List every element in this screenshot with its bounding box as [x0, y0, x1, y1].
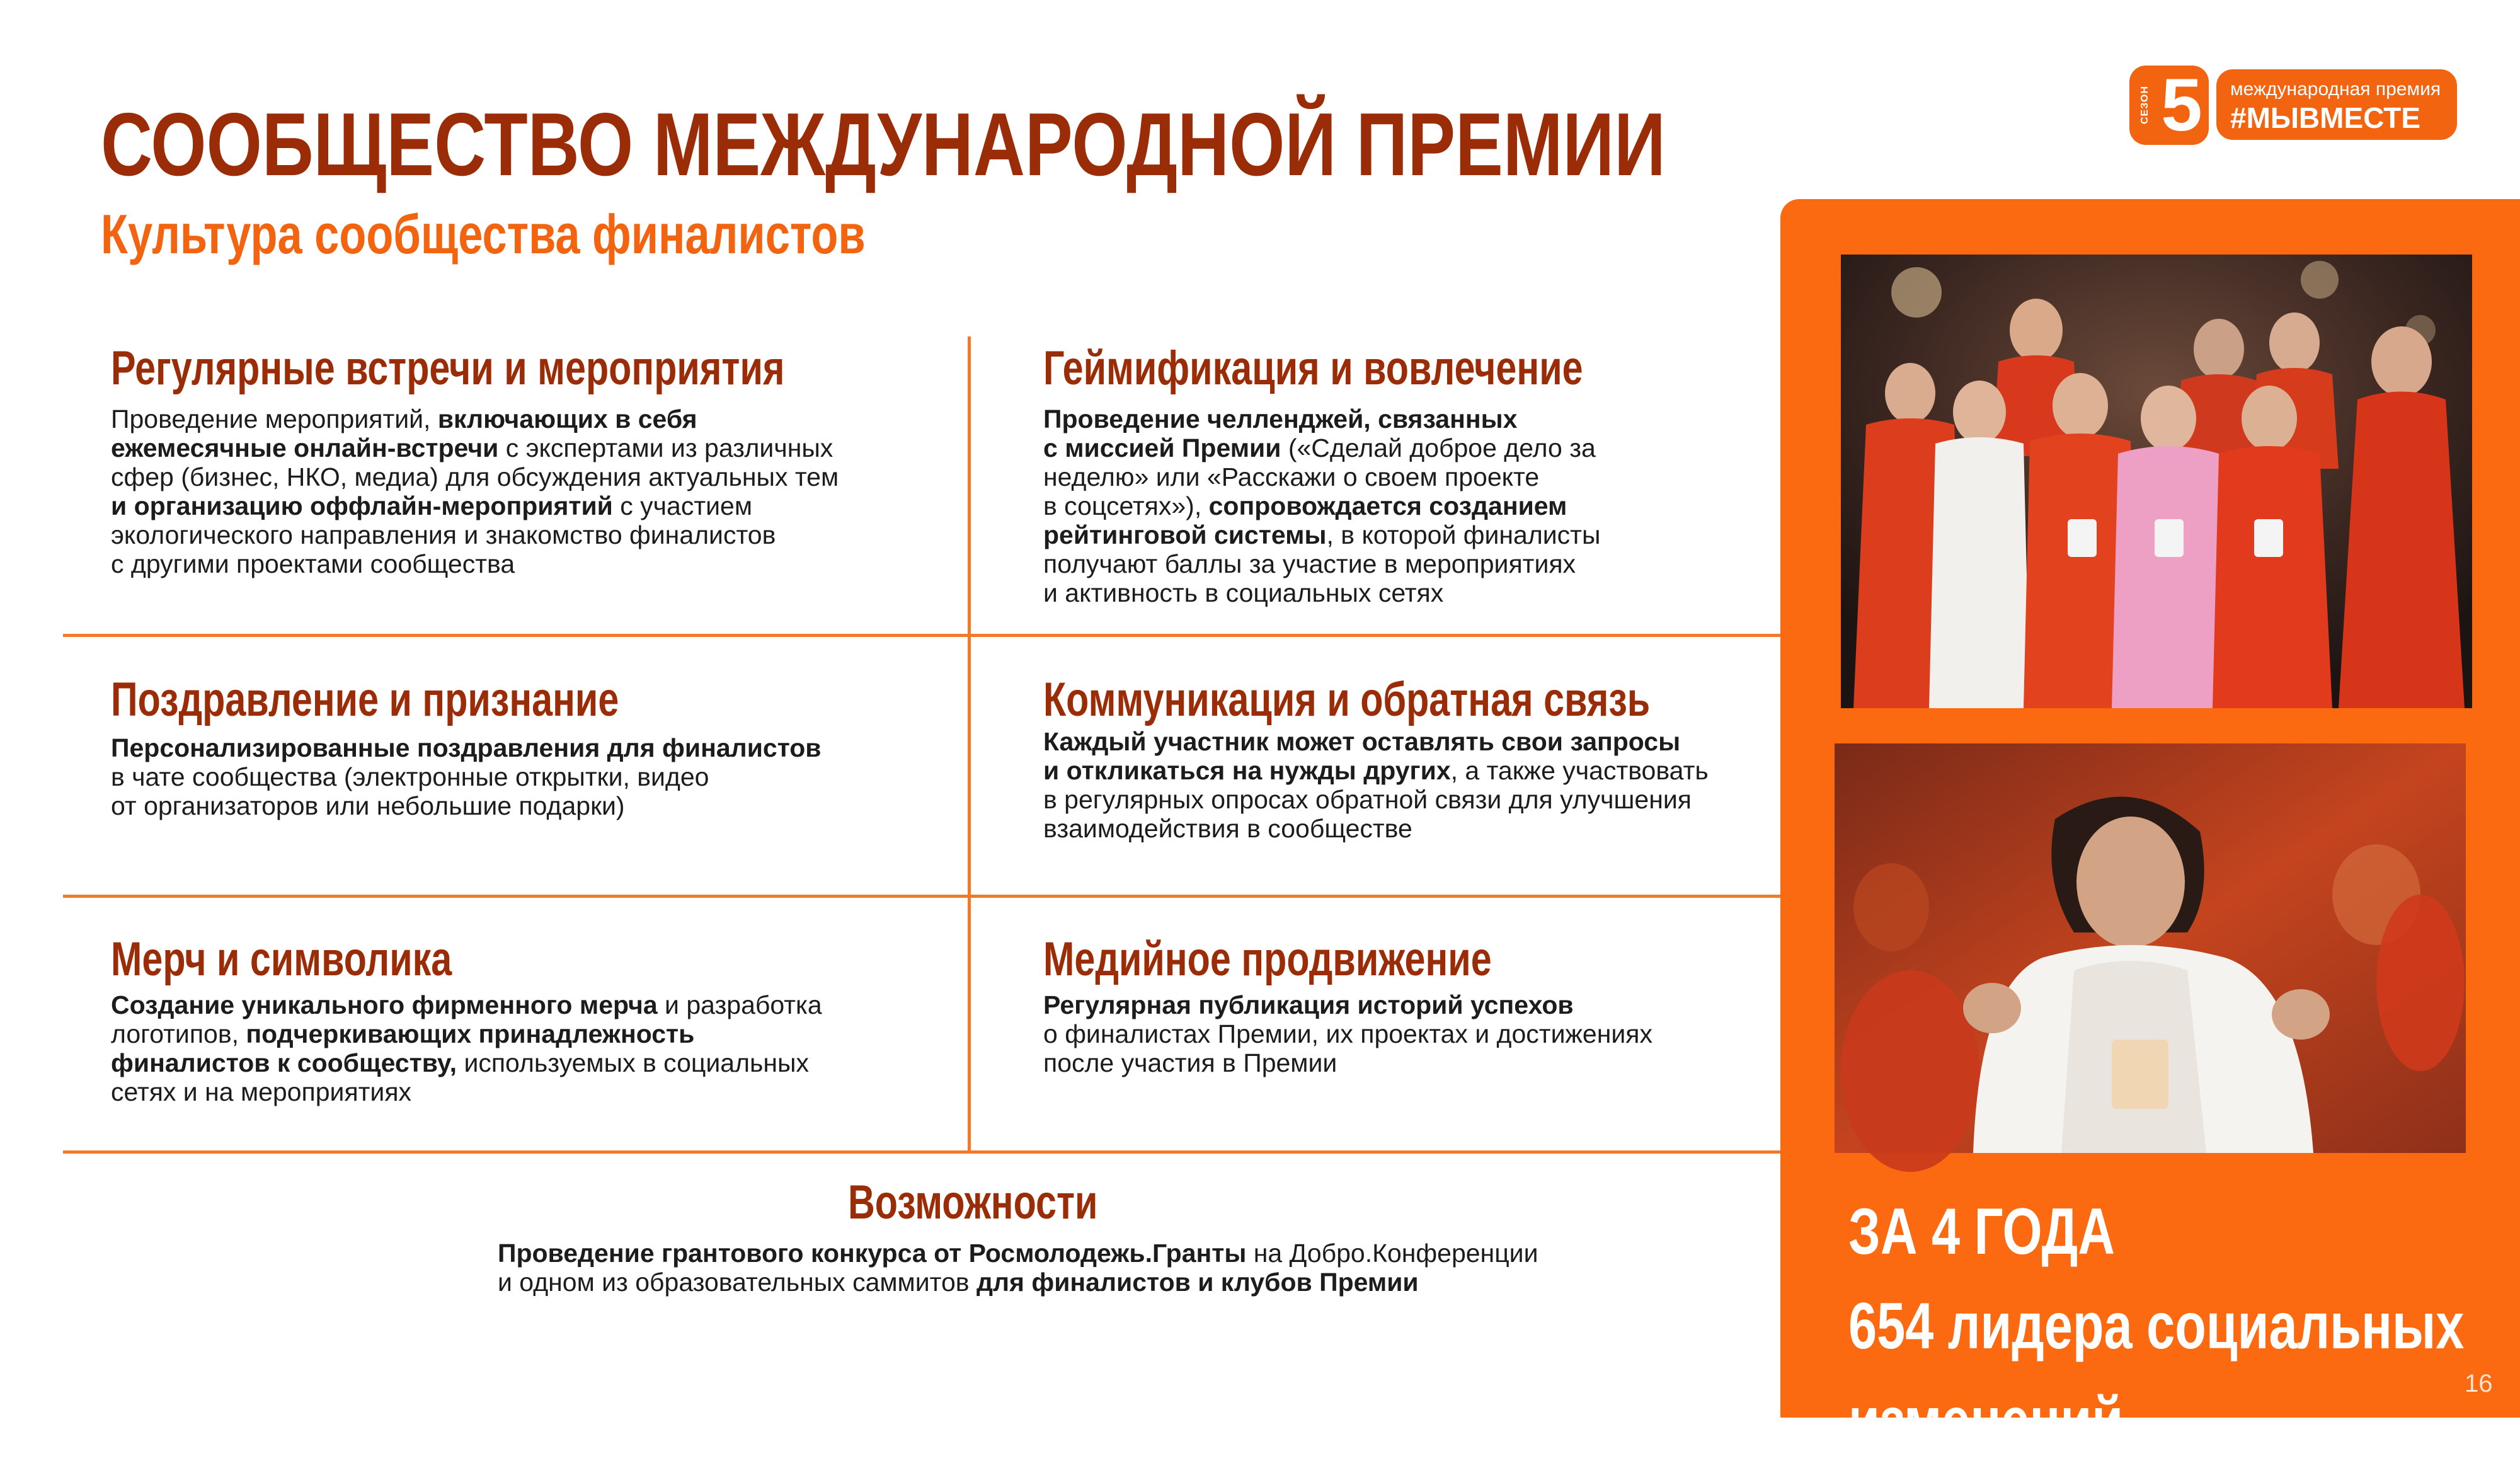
award-name-pill	[2216, 69, 2457, 140]
bold-text: рейтинговой системы	[1043, 520, 1327, 549]
bold-text: Персонализированные поздравления для финалистов	[111, 733, 822, 762]
finalist-photo	[1835, 743, 2466, 1153]
grid-divider-2	[63, 895, 1782, 898]
page-title: СООБЩЕСТВО МЕЖДУНАРОДНОЙ ПРЕМИИ	[101, 95, 1666, 195]
bold-text: с миссией Премии	[1043, 433, 1281, 462]
body-text: сетях и на мероприятиях	[111, 1077, 412, 1106]
body-line	[111, 462, 839, 491]
body-text: , а также участвовать	[1450, 756, 1709, 785]
brand-logo	[2129, 66, 2457, 145]
body-text: получают баллы за участие в мероприятиях	[1043, 549, 1576, 578]
bold-text: включающих в себя	[437, 404, 697, 433]
body-text: взаимодействия в сообществе	[1043, 814, 1412, 843]
body-text: от организаторов или небольшие подарки)	[111, 791, 625, 820]
bold-text: Проведение челленджей, связанных	[1043, 404, 1518, 433]
body-text: используемых в социальных	[457, 1048, 809, 1077]
grid-divider-1	[63, 634, 1782, 637]
body-text: и активность в социальных сетях	[1043, 578, 1444, 607]
section-title-recognition: Поздравление и признание	[111, 673, 619, 726]
bold-text: финалистов к сообществу,	[111, 1048, 457, 1077]
bold-text: Каждый участник может оставлять свои запросы	[1043, 727, 1681, 756]
body-line	[498, 1268, 1538, 1297]
body-line	[1043, 433, 1600, 462]
stat-text	[1848, 1184, 2464, 1468]
section-title-media: Медийное продвижение	[1043, 932, 1492, 986]
bold-text: ежемесячные онлайн-встречи	[111, 433, 499, 462]
body-line	[1043, 462, 1600, 491]
body-line	[111, 433, 839, 462]
body-text: («Сделай доброе дело за	[1281, 433, 1596, 462]
body-text: с участием	[612, 491, 753, 520]
body-line	[111, 520, 839, 549]
body-line	[111, 990, 822, 1019]
body-line	[111, 1077, 822, 1106]
section-body-opportunities	[498, 1239, 1538, 1297]
section-body-gamification	[1043, 404, 1600, 607]
body-text: с экспертами из различных	[498, 433, 833, 462]
grid-divider-3	[63, 1150, 1782, 1154]
body-text: на Добро.Конференции	[1246, 1239, 1538, 1268]
bold-text: Проведение грантового конкурса от Росмолодежь.Гранты	[498, 1239, 1247, 1268]
body-text: экологического направления и знакомство финалистов	[111, 520, 776, 549]
section-body-meetings	[111, 404, 839, 578]
body-text: с другими проектами сообщества	[111, 549, 515, 578]
page-subtitle: Культура сообщества финалистов	[101, 203, 866, 265]
body-line	[111, 791, 822, 820]
season-badge	[2129, 66, 2209, 145]
body-text: , в которой финалисты	[1326, 520, 1601, 549]
bold-text: и организацию оффлайн-мероприятий	[111, 491, 613, 520]
body-line	[1043, 520, 1600, 549]
body-line	[111, 404, 839, 433]
season-label: СЕЗОН	[2139, 85, 2150, 124]
season-number: 5	[2161, 64, 2202, 147]
bold-text: и откликаться на нужды других	[1043, 756, 1451, 785]
body-line	[111, 733, 822, 762]
page-number: 16	[2465, 1370, 2493, 1397]
body-text: и разработка	[657, 990, 822, 1019]
bold-text: Создание уникального фирменного мерча	[111, 990, 658, 1019]
section-title-communication: Коммуникация и обратная связь	[1043, 673, 1651, 726]
section-title-opportunities: Возможности	[848, 1176, 1098, 1229]
body-line	[1043, 814, 1709, 843]
section-body-communication	[1043, 727, 1709, 843]
body-line	[111, 1019, 822, 1048]
award-name-line2: #МЫВМЕСТЕ	[2230, 101, 2421, 134]
body-line	[498, 1239, 1538, 1268]
body-line	[1043, 756, 1709, 785]
body-text: Проведение мероприятий,	[111, 404, 438, 433]
bold-text: подчеркивающих принадлежность	[246, 1019, 695, 1048]
body-line	[1043, 1048, 1652, 1077]
body-line	[1043, 404, 1600, 433]
body-line	[1043, 491, 1600, 520]
body-text: о финалистах Премии, их проектах и достижениях	[1043, 1019, 1652, 1048]
section-body-recognition	[111, 733, 822, 820]
stat-line-3: изменений	[1848, 1384, 2124, 1457]
body-text: и одном из образовательных саммитов	[498, 1268, 976, 1297]
body-line	[1043, 549, 1600, 578]
body-text: логотипов,	[111, 1019, 246, 1048]
body-line	[1043, 990, 1652, 1019]
award-name-line1: международная премия	[2230, 79, 2441, 100]
body-line	[1043, 1019, 1652, 1048]
bold-text: Регулярная публикация историй успехов	[1043, 990, 1574, 1019]
section-body-merch	[111, 990, 822, 1106]
body-text: после участия в Премии	[1043, 1048, 1337, 1077]
body-line	[1043, 727, 1709, 756]
body-text: в регулярных опросах обратной связи для улучшения	[1043, 785, 1692, 814]
stat-line-1: ЗА 4 ГОДА	[1848, 1195, 2115, 1268]
body-text: в чате сообщества (электронные открытки, видео	[111, 762, 709, 791]
stat-line-2: 654 лидера социальных	[1848, 1290, 2465, 1363]
body-line	[1043, 785, 1709, 814]
grid-divider-vertical	[968, 336, 971, 1152]
body-line	[111, 1048, 822, 1077]
section-title-meetings: Регулярные встречи и мероприятия	[111, 341, 785, 395]
body-line	[111, 491, 839, 520]
body-line	[111, 549, 839, 578]
section-body-media	[1043, 990, 1652, 1077]
group-photo	[1841, 255, 2472, 708]
bold-text: для финалистов и клубов Премии	[976, 1268, 1419, 1297]
body-text: неделю» или «Расскажи о своем проекте	[1043, 462, 1540, 491]
bold-text: сопровождается созданием	[1208, 491, 1567, 520]
body-text: сфер (бизнес, НКО, медиа) для обсуждения актуальных тем	[111, 462, 839, 491]
section-title-merch: Мерч и символика	[111, 932, 452, 986]
body-text: в соцсетях»),	[1043, 491, 1209, 520]
body-line	[1043, 578, 1600, 607]
body-line	[111, 762, 822, 791]
section-title-gamification: Геймификация и вовлечение	[1043, 341, 1583, 395]
